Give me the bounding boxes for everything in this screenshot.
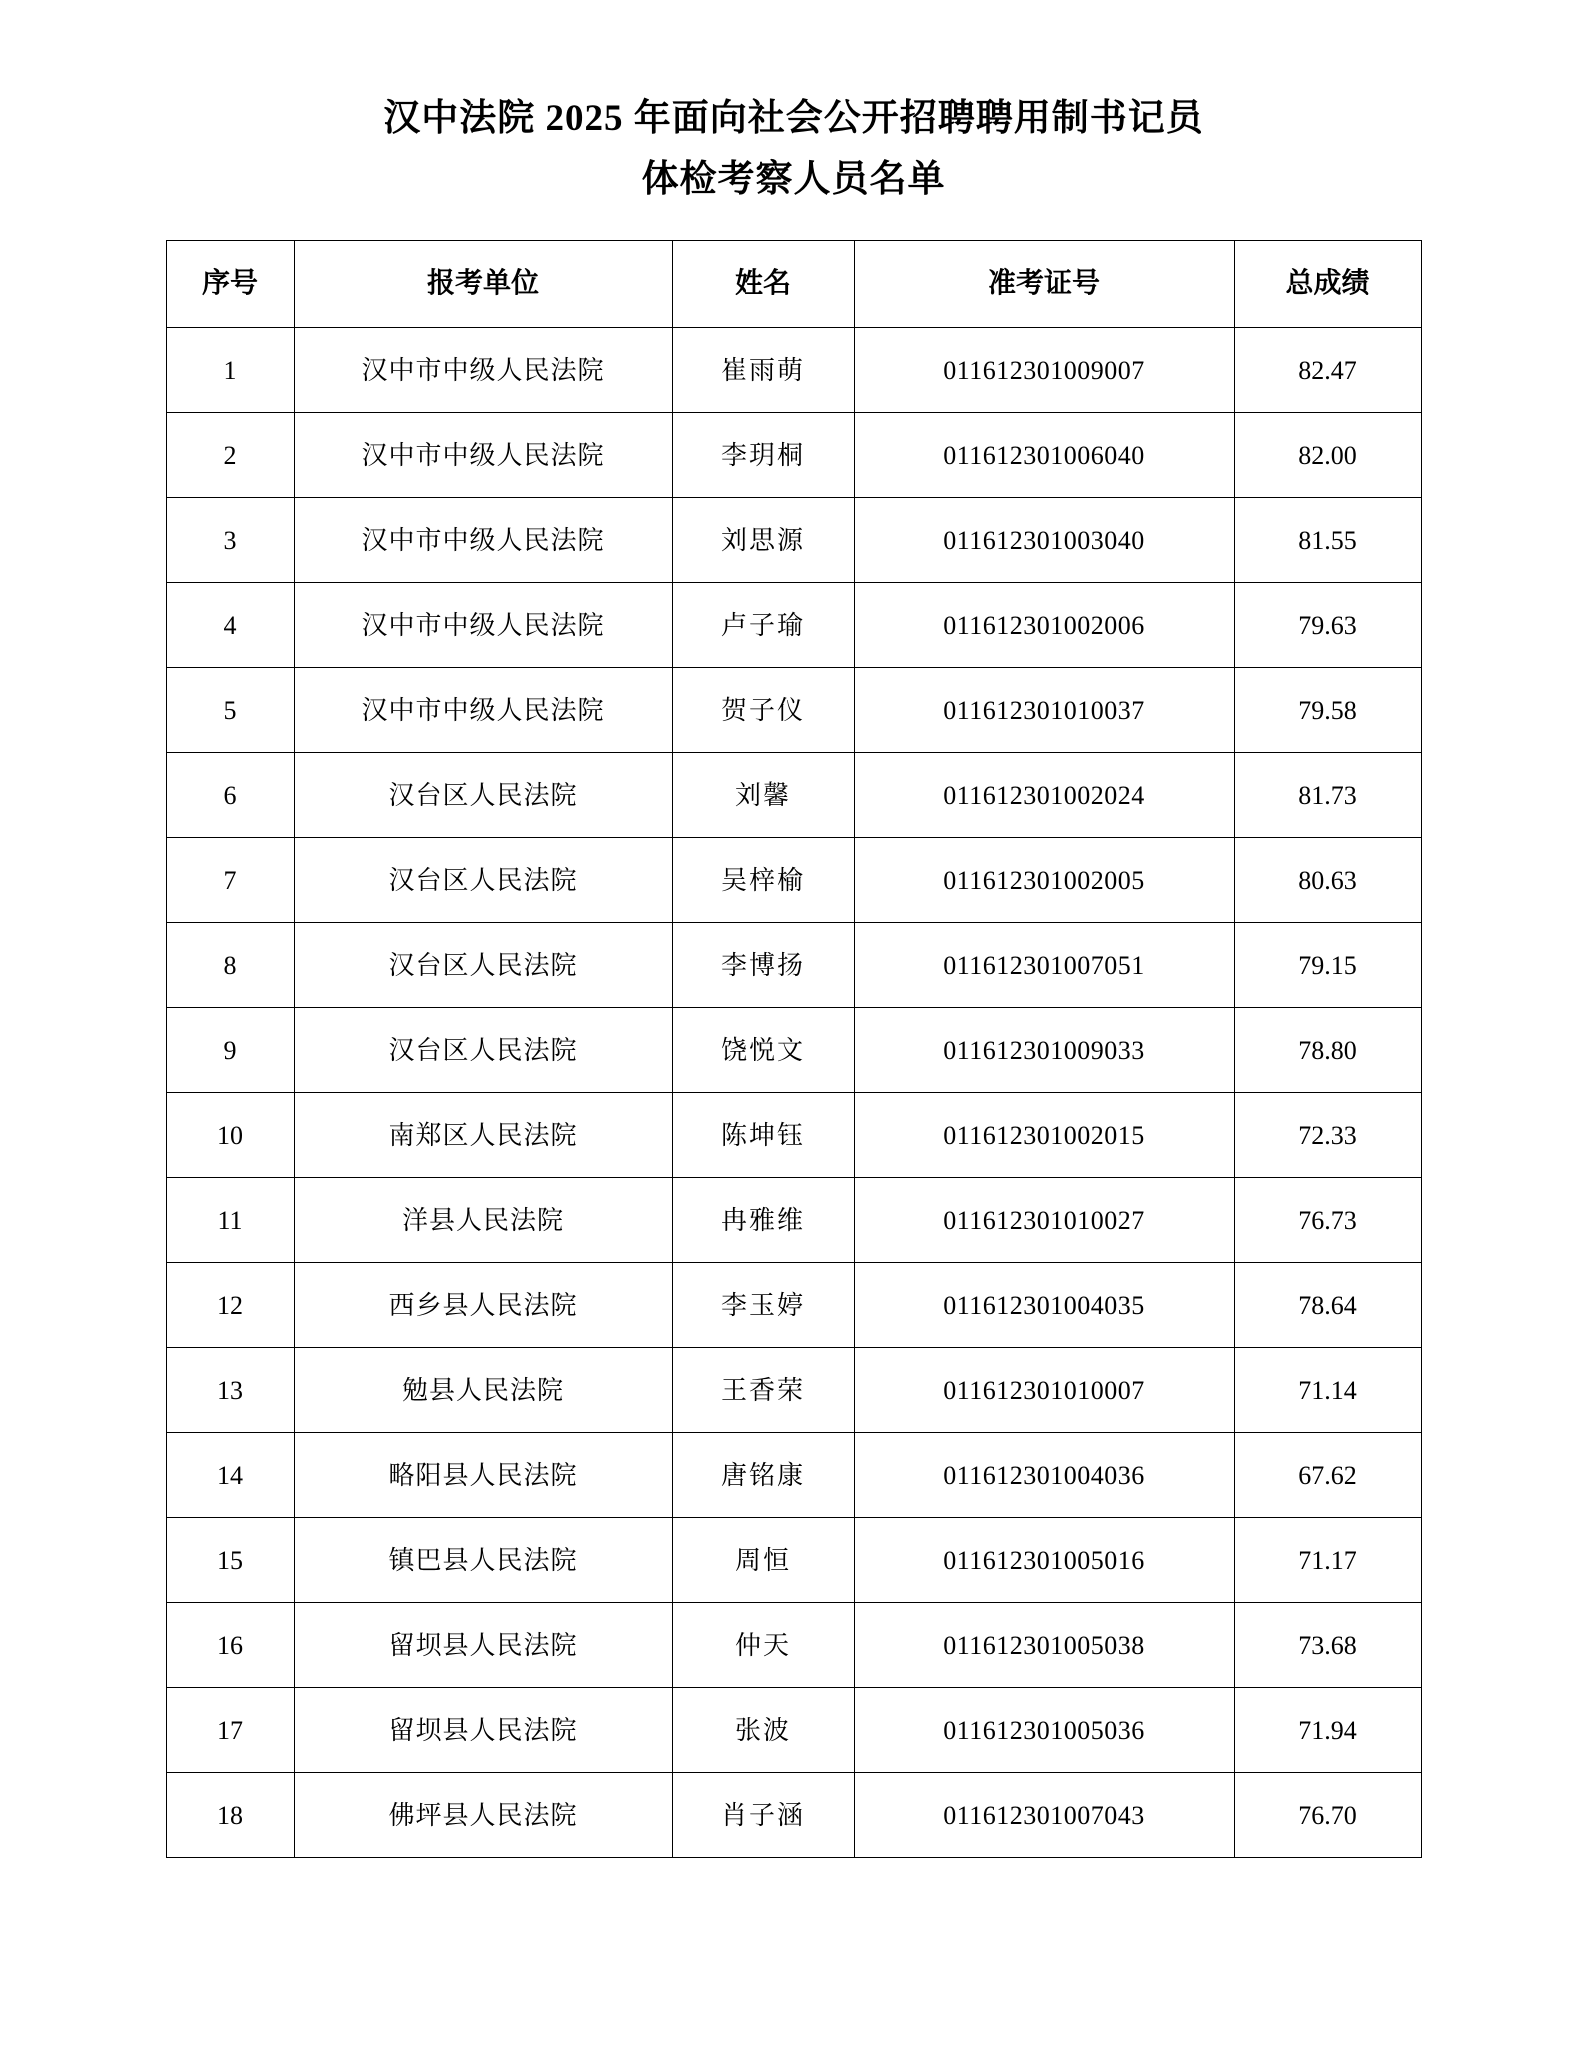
- cell-name: 李玉婷: [672, 1263, 854, 1348]
- table-header: [166, 241, 1421, 328]
- table-row: [166, 1518, 1421, 1603]
- cell-unit: 汉台区人民法院: [294, 753, 672, 838]
- cell-seq: 7: [166, 838, 294, 923]
- cell-name: 肖子涵: [672, 1773, 854, 1858]
- title-line-1: 汉中法院 2025 年面向社会公开招聘聘用制书记员: [383, 98, 1204, 139]
- table-row: [166, 838, 1421, 923]
- cell-name: 崔雨萌: [672, 328, 854, 413]
- cell-name: 张波: [672, 1688, 854, 1773]
- cell-unit: 略阳县人民法院: [294, 1433, 672, 1518]
- cell-name: 贺子仪: [672, 668, 854, 753]
- cell-unit: 汉中市中级人民法院: [294, 498, 672, 583]
- cell-score: 67.62: [1234, 1433, 1421, 1518]
- cell-score: 81.55: [1234, 498, 1421, 583]
- cell-name: 饶悦文: [672, 1008, 854, 1093]
- column-header-score: 总成绩: [1234, 241, 1421, 328]
- table-row: [166, 1348, 1421, 1433]
- column-header-name: 姓名: [672, 241, 854, 328]
- table-row: [166, 1178, 1421, 1263]
- title-line-2: 体检考察人员名单: [641, 159, 946, 201]
- cell-unit: 镇巴县人民法院: [294, 1518, 672, 1603]
- cell-ticket: 011612301010027: [854, 1178, 1234, 1263]
- cell-seq: 10: [166, 1093, 294, 1178]
- cell-seq: 13: [166, 1348, 294, 1433]
- table-row: [166, 1773, 1421, 1858]
- cell-seq: 9: [166, 1008, 294, 1093]
- cell-unit: 留坝县人民法院: [294, 1603, 672, 1688]
- table-row: [166, 1688, 1421, 1773]
- table-row: [166, 1433, 1421, 1518]
- cell-ticket: 011612301004036: [854, 1433, 1234, 1518]
- cell-ticket: 011612301003040: [854, 498, 1234, 583]
- cell-ticket: 011612301002024: [854, 753, 1234, 838]
- cell-score: 82.00: [1234, 413, 1421, 498]
- cell-name: 李玥桐: [672, 413, 854, 498]
- table-row: [166, 328, 1421, 413]
- cell-unit: 汉中市中级人民法院: [294, 668, 672, 753]
- cell-name: 王香荣: [672, 1348, 854, 1433]
- cell-score: 79.58: [1234, 668, 1421, 753]
- table-row: [166, 1263, 1421, 1348]
- cell-ticket: 011612301005016: [854, 1518, 1234, 1603]
- cell-name: 冉雅维: [672, 1178, 854, 1263]
- cell-seq: 14: [166, 1433, 294, 1518]
- table-row: [166, 498, 1421, 583]
- cell-score: 73.68: [1234, 1603, 1421, 1688]
- document-title: [0, 0, 1587, 210]
- cell-score: 79.63: [1234, 583, 1421, 668]
- column-header-unit: 报考单位: [294, 241, 672, 328]
- cell-unit: 洋县人民法院: [294, 1178, 672, 1263]
- cell-unit: 汉台区人民法院: [294, 923, 672, 1008]
- cell-unit: 西乡县人民法院: [294, 1263, 672, 1348]
- cell-ticket: 011612301002005: [854, 838, 1234, 923]
- table-row: [166, 1093, 1421, 1178]
- cell-ticket: 011612301005038: [854, 1603, 1234, 1688]
- cell-ticket: 011612301009007: [854, 328, 1234, 413]
- cell-score: 78.80: [1234, 1008, 1421, 1093]
- cell-seq: 1: [166, 328, 294, 413]
- table-row: [166, 668, 1421, 753]
- cell-seq: 15: [166, 1518, 294, 1603]
- table-row: [166, 413, 1421, 498]
- cell-seq: 11: [166, 1178, 294, 1263]
- cell-seq: 6: [166, 753, 294, 838]
- cell-name: 卢子瑜: [672, 583, 854, 668]
- cell-ticket: 011612301006040: [854, 413, 1234, 498]
- cell-name: 仲天: [672, 1603, 854, 1688]
- cell-ticket: 011612301002015: [854, 1093, 1234, 1178]
- cell-score: 72.33: [1234, 1093, 1421, 1178]
- cell-seq: 2: [166, 413, 294, 498]
- cell-name: 陈坤钰: [672, 1093, 854, 1178]
- cell-seq: 17: [166, 1688, 294, 1773]
- column-header-seq: 序号: [166, 241, 294, 328]
- cell-score: 76.70: [1234, 1773, 1421, 1858]
- cell-name: 吴梓榆: [672, 838, 854, 923]
- cell-unit: 佛坪县人民法院: [294, 1773, 672, 1858]
- cell-ticket: 011612301010007: [854, 1348, 1234, 1433]
- cell-unit: 汉中市中级人民法院: [294, 583, 672, 668]
- cell-seq: 4: [166, 583, 294, 668]
- cell-ticket: 011612301009033: [854, 1008, 1234, 1093]
- cell-unit: 汉台区人民法院: [294, 838, 672, 923]
- cell-ticket: 011612301010037: [854, 668, 1234, 753]
- cell-ticket: 011612301004035: [854, 1263, 1234, 1348]
- cell-score: 82.47: [1234, 328, 1421, 413]
- cell-seq: 3: [166, 498, 294, 583]
- table-header-row: [166, 241, 1421, 328]
- cell-seq: 16: [166, 1603, 294, 1688]
- table-row: [166, 583, 1421, 668]
- table-row: [166, 923, 1421, 1008]
- table-row: [166, 1008, 1421, 1093]
- cell-ticket: 011612301007043: [854, 1773, 1234, 1858]
- cell-score: 71.94: [1234, 1688, 1421, 1773]
- cell-name: 刘馨: [672, 753, 854, 838]
- cell-unit: 汉中市中级人民法院: [294, 328, 672, 413]
- cell-name: 李博扬: [672, 923, 854, 1008]
- cell-ticket: 011612301005036: [854, 1688, 1234, 1773]
- cell-score: 71.17: [1234, 1518, 1421, 1603]
- cell-name: 周恒: [672, 1518, 854, 1603]
- cell-ticket: 011612301002006: [854, 583, 1234, 668]
- cell-score: 76.73: [1234, 1178, 1421, 1263]
- cell-unit: 汉中市中级人民法院: [294, 413, 672, 498]
- cell-score: 78.64: [1234, 1263, 1421, 1348]
- cell-seq: 12: [166, 1263, 294, 1348]
- cell-ticket: 011612301007051: [854, 923, 1234, 1008]
- cell-name: 刘思源: [672, 498, 854, 583]
- cell-unit: 汉台区人民法院: [294, 1008, 672, 1093]
- cell-seq: 8: [166, 923, 294, 1008]
- table-row: [166, 1603, 1421, 1688]
- roster-table-wrapper: [0, 240, 1587, 1858]
- cell-unit: 勉县人民法院: [294, 1348, 672, 1433]
- cell-name: 唐铭康: [672, 1433, 854, 1518]
- cell-seq: 5: [166, 668, 294, 753]
- table-body: [166, 328, 1421, 1858]
- cell-seq: 18: [166, 1773, 294, 1858]
- column-header-ticket: 准考证号: [854, 241, 1234, 328]
- cell-unit: 南郑区人民法院: [294, 1093, 672, 1178]
- cell-score: 80.63: [1234, 838, 1421, 923]
- roster-table: [166, 240, 1422, 1858]
- table-row: [166, 753, 1421, 838]
- cell-score: 81.73: [1234, 753, 1421, 838]
- cell-unit: 留坝县人民法院: [294, 1688, 672, 1773]
- cell-score: 79.15: [1234, 923, 1421, 1008]
- cell-score: 71.14: [1234, 1348, 1421, 1433]
